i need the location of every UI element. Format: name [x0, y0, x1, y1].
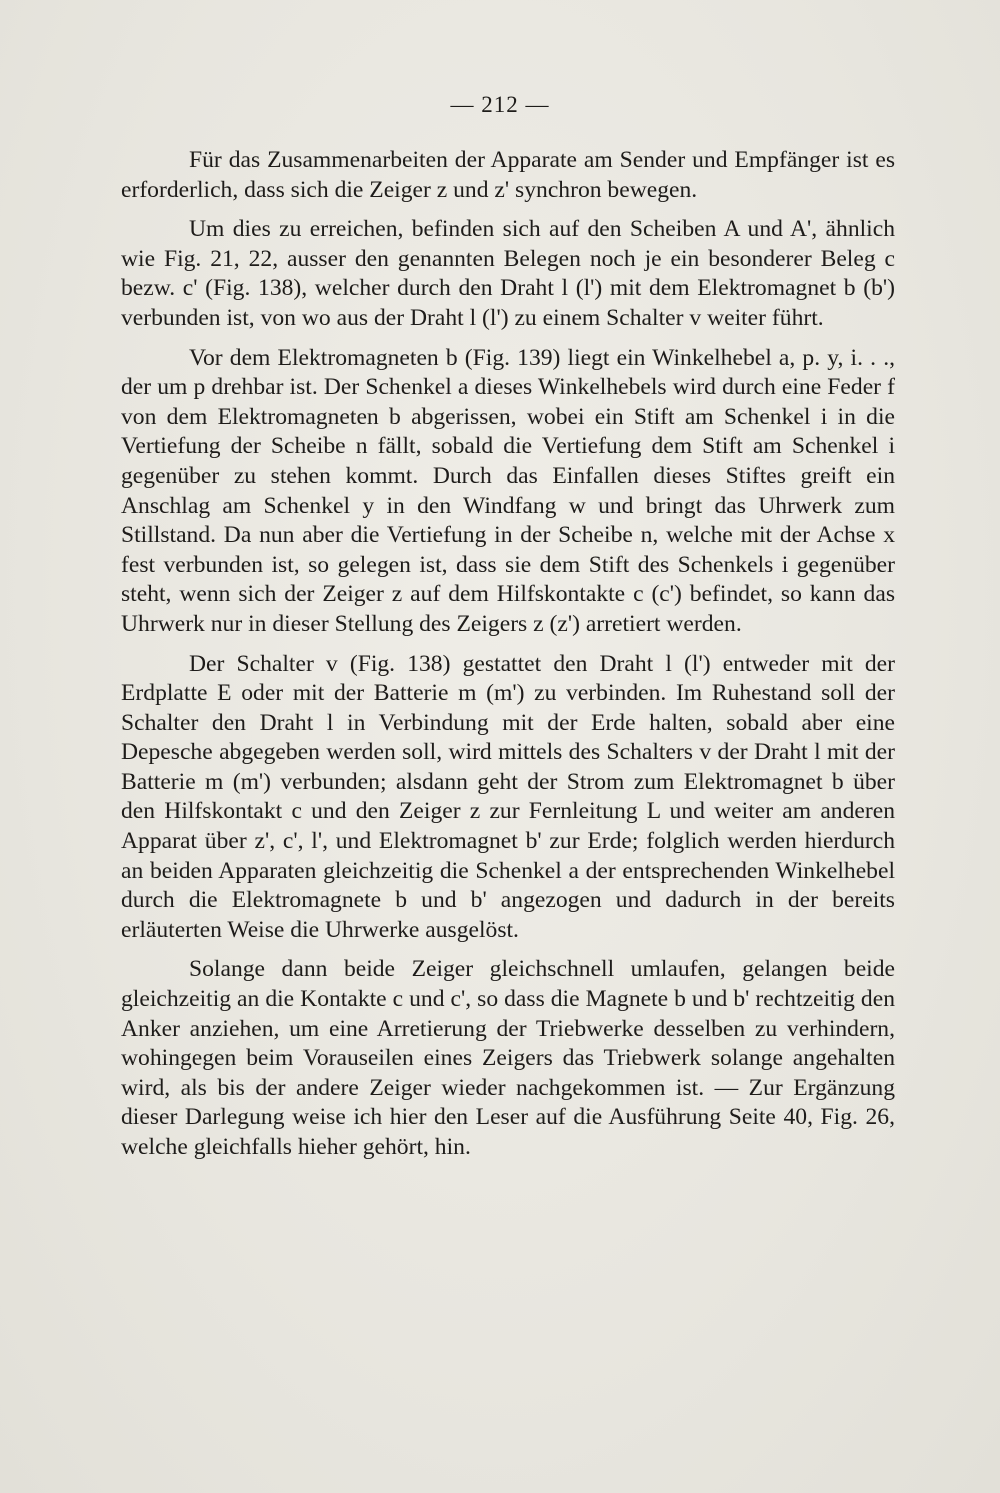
paragraph-1: Für das Zusammenarbeiten der Apparate am Sender und Empfänger ist es erforderlich, dass sich die Zeiger z und z' synchron bewegen. [121, 147, 895, 203]
body-text [121, 146, 895, 1163]
paragraph-4: Der Schalter v (Fig. 138) gestattet den Draht l (l') entweder mit der Erdplatte E oder mit der Batterie m (m') zu verbinden. Im Ruhestand soll der Schalter den Draht l in Verbindung mit der Erde halten, sobald aber eine Depesche abgegeben werden soll, wird mittels des Schalters v der Draht l mit der Batterie m (m') verbunden; alsdann geht der Strom zum Elektromagnet b über den Hilfskontakt c und den Zeiger z zur Fernleitung L und weiter am anderen Apparat über z', c', l', und Elektromagnet b' zur Erde; folglich werden hierdurch an beiden Apparaten gleichzeitig die Schenkel a der entsprechenden Winkelhebel durch die Elektromagnete b und b' angezogen und dadurch in der bereits erläuterten Weise die Uhrwerke ausgelöst. [121, 650, 895, 943]
paragraph-2: Um dies zu erreichen, befinden sich auf den Scheiben A und A', ähnlich wie Fig. 21, 22, ausser den genannten Belegen noch je ein besonderer Beleg c bezw. c' (Fig. 138), welcher durch den Draht l (l') mit dem Elektromagnet b (b') verbunden ist, von wo aus der Draht l (l') zu einem Schalter v weiter führt. [121, 216, 895, 331]
paragraph-5: Solange dann beide Zeiger gleichschnell umlaufen, gelangen beide gleichzeitig an die Kontakte c und c', so dass die Magnete b und b' rechtzeitig den Anker anziehen, um eine Arretierung der Triebwerke desselben zu verhindern, wohingegen beim Vorauseilen eines Zeigers das Triebwerk solange angehalten wird, als bis der andere Zeiger wieder nachgekommen ist. — Zur Ergänzung dieser Darlegung weise ich hier den Leser auf die Ausführung Seite 40, Fig. 26, welche gleichfalls hieher gehört, hin. [121, 956, 895, 1160]
paragraph-3: Vor dem Elektromagneten b (Fig. 139) liegt ein Winkelhebel a, p. y, i. . ., der um p drehbar ist. Der Schenkel a dieses Winkelhebels wird durch eine Feder f von dem Elektromagneten b abgerissen, wobei ein Stift am Schenkel i in die Vertiefung der Scheibe n fällt, sobald die Vertiefung dem Stift am Schenkel i gegenüber zu stehen kommt. Durch das Einfallen dieses Stiftes greift ein Anschlag am Schenkel y in den Windfang w und bringt das Uhrwerk zum Stillstand. Da nun aber die Vertiefung in der Scheibe n, welche mit der Achse x fest verbunden ist, so gelegen ist, dass sie dem Stift des Schenkels i gegenüber steht, wenn sich der Zeiger z auf dem Hilfskontakte c (c') befindet, so kann das Uhrwerk nur in dieser Stellung des Zeigers z (z') arretiert werden. [121, 344, 895, 637]
page-number: — 212 — [450, 92, 550, 117]
